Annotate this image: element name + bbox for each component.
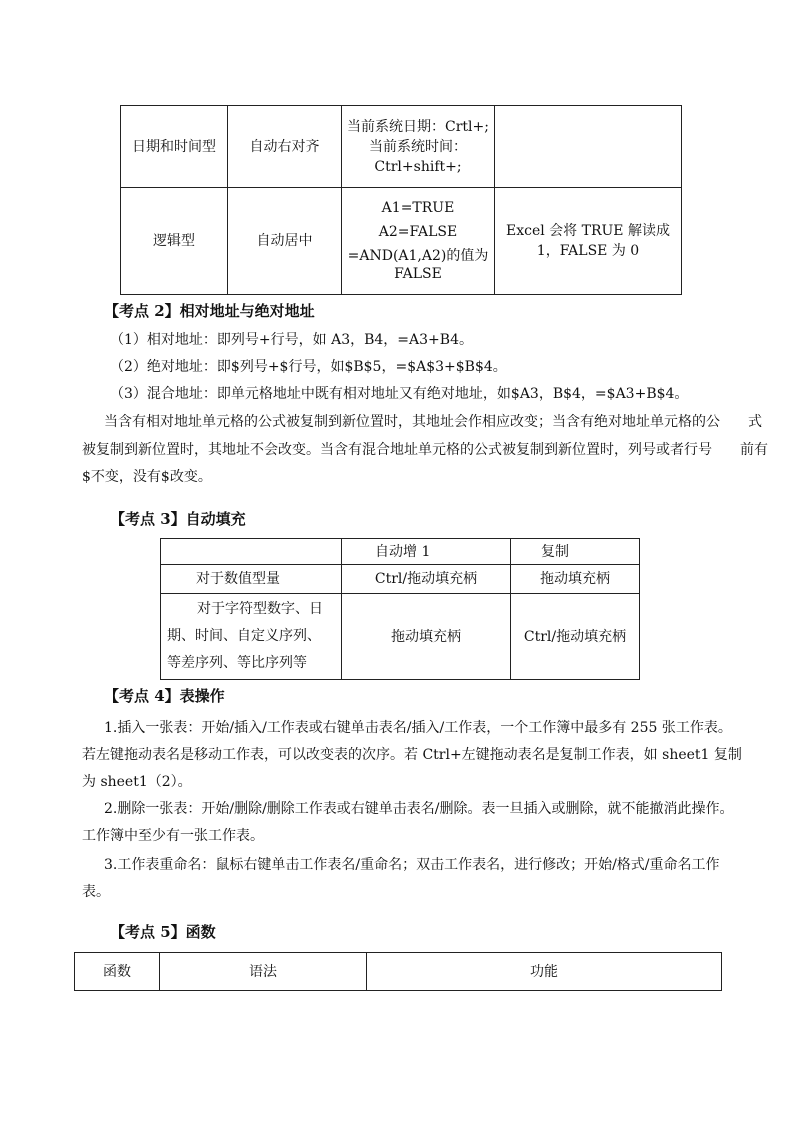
data-type-table: [120, 105, 682, 295]
table-cell: 复制: [511, 539, 640, 565]
paragraph-line: 为 sheet1（2）。: [82, 774, 192, 790]
table-cell: [161, 539, 342, 565]
list-item: （2）绝对地址：即$列号+$行号，如$B$5，=$A$3+$B$4。: [110, 359, 507, 375]
table-cell: 日期和时间型: [121, 106, 228, 188]
table-row: [75, 953, 722, 991]
table-row: [161, 565, 640, 594]
list-item: （3）混合地址：即单元格地址中既有相对地址又有绝对地址，如$A3，B$4，=$A3+B$4。: [110, 386, 689, 402]
table-cell: 函数: [75, 953, 160, 991]
table-cell: 功能: [367, 953, 722, 991]
table-cell: 对于数值型量: [161, 565, 342, 594]
table-row: [121, 188, 682, 295]
paragraph-line: 2.删除一张表：开始/删除/删除工作表或右键单击表名/删除。表一旦插入或删除，就不能撤消此操作。: [104, 801, 734, 817]
table-row: [161, 539, 640, 565]
paragraph-line: 3.工作表重命名：鼠标右键单击工作表名/重命名；双击工作表名，进行修改；开始/格式/重命名工作: [104, 857, 720, 873]
cell-lines: Excel 会将 TRUE 解读成 1，FALSE 为 0: [506, 223, 670, 259]
autofill-table: [160, 538, 640, 680]
table-cell: 拖动填充柄: [511, 565, 640, 594]
table-cell: [342, 188, 495, 295]
section-heading-kp4: 【考点 4】表操作: [104, 687, 225, 705]
paragraph-line: $不变，没有$改变。: [82, 469, 212, 485]
table-cell: 自动右对齐: [228, 106, 342, 188]
section-heading-kp2: 【考点 2】相对地址与绝对地址: [104, 302, 315, 320]
table-cell: 自动增 1: [342, 539, 511, 565]
table-cell: [495, 106, 682, 188]
cell-lines: 当前系统日期：Crtl+; 当前系统时间： Ctrl+shift+;: [347, 118, 489, 175]
table-row: [121, 106, 682, 188]
table-cell: 语法: [160, 953, 367, 991]
table-cell: [161, 594, 342, 680]
paragraph-line: 1.插入一张表：开始/插入/工作表或右键单击表名/插入/工作表，一个工作簿中最多有 255 张工作表。: [104, 720, 732, 736]
table-cell: [342, 106, 495, 188]
paragraph-line: 工作簿中至少有一张工作表。: [82, 828, 264, 844]
table-cell: 拖动填充柄: [342, 594, 511, 680]
section-heading-kp3: 【考点 3】自动填充: [110, 510, 246, 528]
cell-lines: A1=TRUE A2=FALSE =AND(A1,A2)的值为 FALSE: [347, 200, 489, 282]
cell-lines: 对于字符型数字、日 期、时间、自定义序列、 等差序列、等比序列等: [167, 601, 323, 671]
paragraph-line: 若左键拖动表名是移动工作表，可以改变表的次序。若 Ctrl+左键拖动表名是复制工作表，如 sheet1 复制: [82, 747, 742, 763]
paragraph-line: 表。: [82, 884, 110, 900]
table-cell: Ctrl/拖动填充柄: [511, 594, 640, 680]
list-item: （1）相对地址：即列号+行号，如 A3，B4，=A3+B4。: [110, 332, 473, 348]
table-cell: Ctrl/拖动填充柄: [342, 565, 511, 594]
table-cell: [495, 188, 682, 295]
section-heading-kp5: 【考点 5】函数: [110, 923, 216, 941]
function-table: [74, 952, 722, 991]
paragraph-line: 当含有相对地址单元格的公式被复制到新位置时，其地址会作相应改变；当含有绝对地址单元格的公 式: [104, 414, 762, 430]
paragraph-line: 被复制到新位置时，其地址不会改变。当含有混合地址单元格的公式被复制到新位置时，列号或者行号 前有: [82, 442, 768, 458]
table-row: [161, 594, 640, 680]
table-cell: 自动居中: [228, 188, 342, 295]
table-cell: 逻辑型: [121, 188, 228, 295]
